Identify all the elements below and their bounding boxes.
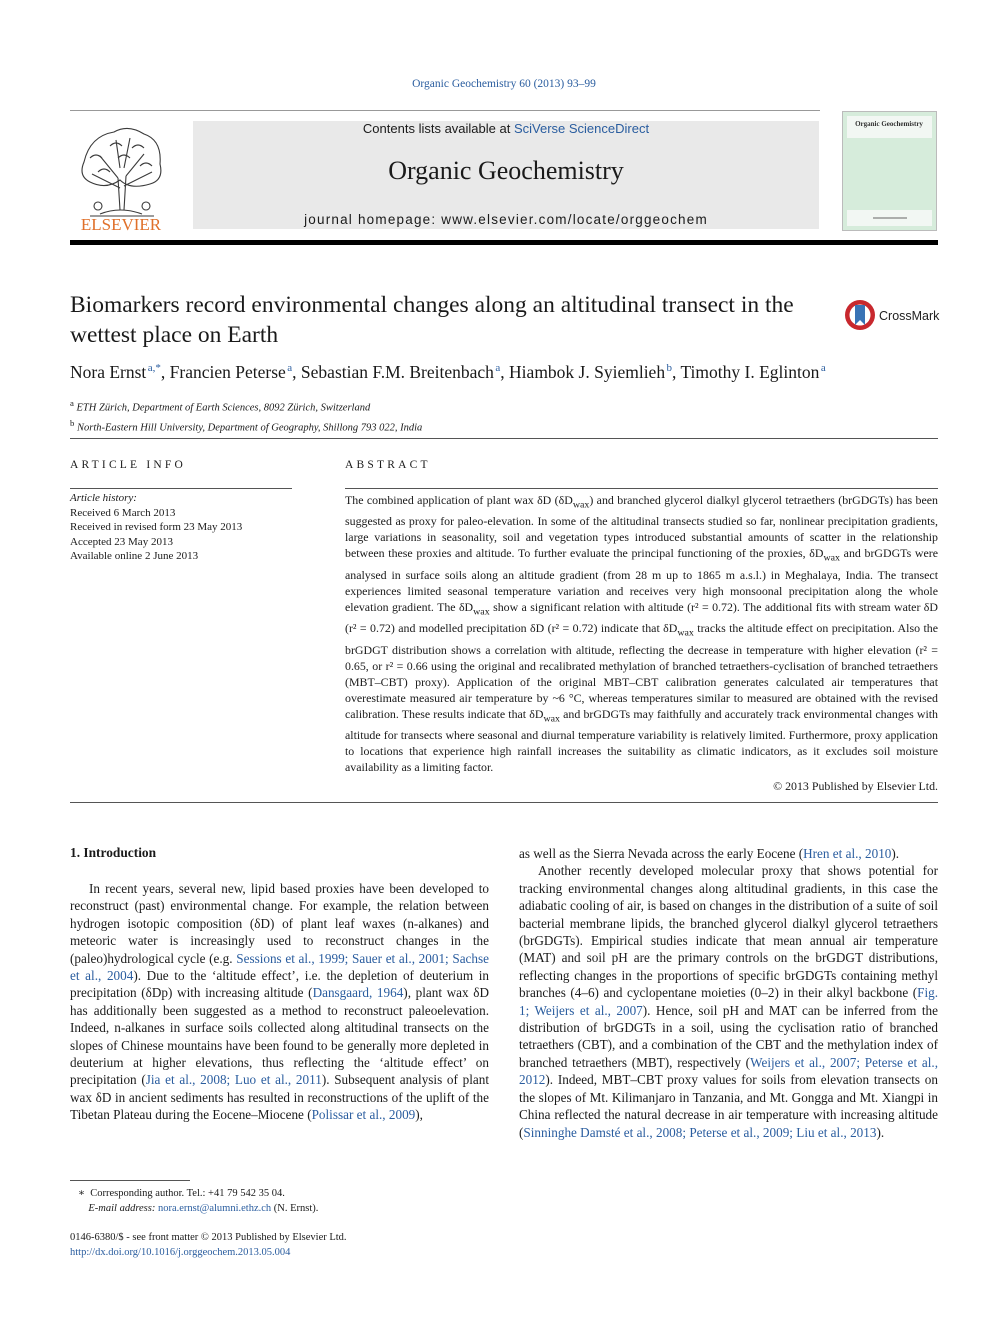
contents-line <box>193 121 819 136</box>
citation-link[interactable]: Weijers et al., 2007; Peterse et al., 2012 <box>519 1054 939 1088</box>
doi-link[interactable]: http://dx.doi.org/10.1016/j.orggeochem.2013.05.004 <box>70 1247 291 1258</box>
author-name[interactable]: Nora Ernst <box>70 362 147 382</box>
header-thick-rule <box>70 240 938 245</box>
article-info-heading: ARTICLE INFO <box>70 459 186 471</box>
author-affil-mark[interactable]: b <box>666 362 673 375</box>
history-online: Available online 2 June 2013 <box>70 550 199 562</box>
author-list: Nora Ernst $^{a,*}$, Francien Peterse $^a$, Sebastian F.M. Breitenbach $^a$, Hiambok J. Syiemlieh $^b$, Timothy I. Eglinton $^a$ <box>70 362 826 382</box>
section-divider <box>70 438 938 439</box>
corresponding-author-note: ∗ Corresponding author. Tel.: +41 79 542 35 04. <box>70 1188 285 1199</box>
affiliation-mark: a <box>70 398 74 408</box>
author-name[interactable]: Timothy I. Eglinton <box>680 362 820 382</box>
author-affil-mark[interactable]: a,* <box>147 362 161 375</box>
journal-title: Organic Geochemistry <box>388 156 624 185</box>
intro-paragraph: In recent years, several new, lipid based proxies have been developed to reconstruct (past) environmental change. For example, the relation between hydrogen isotopic composition (δD) of plant leaf waxes (n-alkanes) and meteoric water is increasingly used to reconstruct changes in the (paleo)hydrological cycle (e.g. Sessions et al., 1999; Sauer et al., 2001; Sachse et al., 2004). Due to the ‘altitude effect’, i.e. the depletion of deuterium in precipitation (δDp) with increasing altitude (Dansgaard, 1964), plant wax δD has additionally been suggested as a method to reconstruct paleoelevation. Indeed, n-alkanes in surface soils collected along altitudinal transects on the slopes of Chinese mountains have been found to be generally more depleted in deuterium at higher elevations, thus reflecting the ‘altitude effect’ on precipitation (Jia et al., 2008; Luo et al., 2011). Subsequent analysis of plant wax δD in ancient sediments has resulted in reconstructions of the uplift of the Tibetan Plateau during the Eocene–Miocene (Polissar et al., 2009), <box>70 881 490 1123</box>
journal-cover-thumbnail[interactable] <box>842 111 937 231</box>
intro-paragraph-continued: as well as the Sierra Nevada across the early Eocene (Hren et al., 2010). <box>519 846 900 861</box>
article-title: Biomarkers record environmental changes along an altitudinal transect in the wettest place on Earth <box>70 292 794 348</box>
body-column-right <box>519 845 938 1141</box>
email-link[interactable]: nora.ernst@alumni.ethz.ch <box>157 1203 272 1214</box>
crossmark-label: CrossMark <box>879 309 940 323</box>
cover-title: Organic Geochemistry <box>855 120 923 128</box>
citation-link[interactable]: Jia et al., 2008; Luo et al., 2011 <box>145 1072 322 1088</box>
header-divider <box>70 110 820 111</box>
body-column-left <box>70 880 489 1124</box>
sciencedirect-link[interactable]: SciVerse ScienceDirect <box>513 121 650 136</box>
abstract-copyright: © 2013 Published by Elsevier Ltd. <box>773 779 938 793</box>
crossmark-badge[interactable] <box>843 297 941 333</box>
author-name[interactable]: Sebastian F.M. Breitenbach <box>300 362 494 382</box>
affiliation-mark: b <box>70 417 75 428</box>
citation-link[interactable]: Sinninghe Damsté et al., 2008; Peterse et al., 2009; Liu et al., 2013 <box>523 1124 877 1140</box>
affiliation-item <box>70 396 422 416</box>
footnote-rule <box>70 1180 190 1181</box>
abstract-rule <box>345 488 938 489</box>
affiliations <box>70 396 422 435</box>
journal-cover-image <box>843 112 936 230</box>
history-accepted: Accepted 23 May 2013 <box>70 535 173 548</box>
front-matter <box>70 1230 347 1260</box>
author-affil-mark[interactable]: a <box>820 362 826 375</box>
section-divider <box>70 802 938 803</box>
journal-citation[interactable]: Organic Geochemistry 60 (2013) 93–99 <box>412 78 596 90</box>
crossmark-icon <box>843 297 941 333</box>
elsevier-tree-icon <box>70 118 172 236</box>
affiliation-text: North-Eastern Hill University, Department of Geography, Shillong 793 022, India <box>77 422 423 433</box>
contents-prefix: Contents lists available at <box>362 121 514 136</box>
footnote <box>70 1186 318 1216</box>
history-label: Article history: <box>70 492 137 504</box>
affiliation-text: ETH Zürich, Department of Earth Sciences, 8092 Zürich, Switzerland <box>76 402 371 414</box>
citation-link[interactable]: Dansgaard, 1964 <box>312 985 404 1001</box>
history-revised: Received in revised form 23 May 2013 <box>70 521 243 533</box>
affiliation-item <box>70 416 422 436</box>
abstract-heading: ABSTRACT <box>345 459 431 471</box>
article-history <box>70 491 242 564</box>
author-name[interactable]: Francien Peterse <box>169 362 286 382</box>
author-affil-mark[interactable]: a <box>287 362 293 375</box>
elsevier-wordmark: ELSEVIER <box>80 215 162 234</box>
introduction-heading: 1. Introduction <box>70 845 157 860</box>
citation-link[interactable]: Fig. 1; Weijers et al., 2007 <box>519 985 938 1018</box>
email-note: E-mail address: nora.ernst@alumni.ethz.ch (N. Ernst). <box>88 1203 319 1214</box>
email-label: E-mail address: <box>88 1203 158 1214</box>
abstract-text: The combined application of plant wax δD $(\delta D_{wax})$ and branched glycerol dialkyl glycerol tetraethers (brGDGTs) has been suggested as proxy for paleo-elevation. In some of the altitudinal transects studied so far, nonlinear precipitation gradients, large variations in seasonality, soil and vegetation types introduced substantial amounts of scatter in the relationship between these proxies and altitude. To further evaluate the principal functioning of the proxies, $\delta D_{wax}$ and brGDGTs were analysed in surface soils along an altitude gradient (from 28 m up to 1865 m a.s.l.) in Meghalaya, India. The transect experiences limited seasonal temperature variation and receives very high monsoonal precipitation along the whole elevation gradient. The $\delta D_{wax}$ show a significant relation with altitude (r² = 0.72). The additional fits with stream water δD (r² = 0.72) and modelled precipitation δD (r² = 0.72) indicate that $\delta D_{wax}$ tracks the altitude effect on precipitation. Also the brGDGT distribution shows a correlation with altitude, reflecting the decrease in temperature with higher elevation (r² = 0.65, or r² = 0.66 using the original and recalibrated methylation of branched tetraethers-cyclisation of branched tetraethers (MBT–CBT) proxy). Application of the original MBT–CBT calibration generates calculated air temperatures that overestimate measured air temperature by ~6 °C, whereas temperatures similar to measured are obtained with the revised calibration. These results indicate that $\delta D_{wax}$ and brGDGTs may faithfully and accurately track environmental changes with altitude for transects where seasonal and diurnal temperature variability is relatively limited. Furthermore, proxy application to locations that experience high rainfall increases the suitability as climatic indicators, as it excludes soil moisture availability as a limiting factor. <box>345 493 939 774</box>
intro-paragraph: Another recently developed molecular proxy that shows potential for tracking environmental changes along altitudinal gradients, in this case the adiabatic cooling of air, is based on changes in the distribution of a suite of soil bacterial membrane lipids, the branched glycerol dialkyl glycerol tetraethers (brGDGTs). Empirical studies indicate that mean annual air temperature (MAT) and soil pH are the primary controls on the brGDGT distributions, reflecting changes in the proportions of specific brGDGTs containing methyl branches (4–6) and cyclopentane moieties (0–2) in their alkyl backbone (Fig. 1; Weijers et al., 2007). Hence, soil pH and MAT can be inferred from the distribution of brGDGTs in a soil, using the cyclisation ratio of branched tetraethers (CBT), and a combination of the CBT and the methylation index of branched tetraethers (MBT), respectively (Weijers et al., 2007; Peterse et al., 2012). Indeed, MBT–CBT proxy values for soils from elevation transects on the slopes of Mt. Kilimanjaro in Tanzania, and Mt. Gongga and Mt. Xiangpi in China reflected the natural decrease in air temperature with increasing altitude (Sinninghe Damsté et al., 2008; Peterse et al., 2009; Liu et al., 2013). <box>519 863 939 1140</box>
citation-link[interactable]: Sessions et al., 1999; Sauer et al., 2001; Sachse et al., 2004 <box>70 950 489 984</box>
author-name[interactable]: Hiambok J. Syiemlieh <box>509 362 666 382</box>
journal-homepage[interactable]: journal homepage: www.elsevier.com/locate/orggeochem <box>304 212 708 227</box>
history-received: Received 6 March 2013 <box>70 506 176 519</box>
article-info-rule <box>70 488 292 489</box>
citation-link[interactable]: Polissar et al., 2009 <box>311 1107 416 1123</box>
issn-line: 0146-6380/$ - see front matter © 2013 Published by Elsevier Ltd. <box>70 1232 347 1243</box>
elsevier-logo[interactable] <box>70 118 172 236</box>
citation-link[interactable]: Hren et al., 2010 <box>803 846 892 861</box>
author-affil-mark[interactable]: a <box>495 362 501 375</box>
